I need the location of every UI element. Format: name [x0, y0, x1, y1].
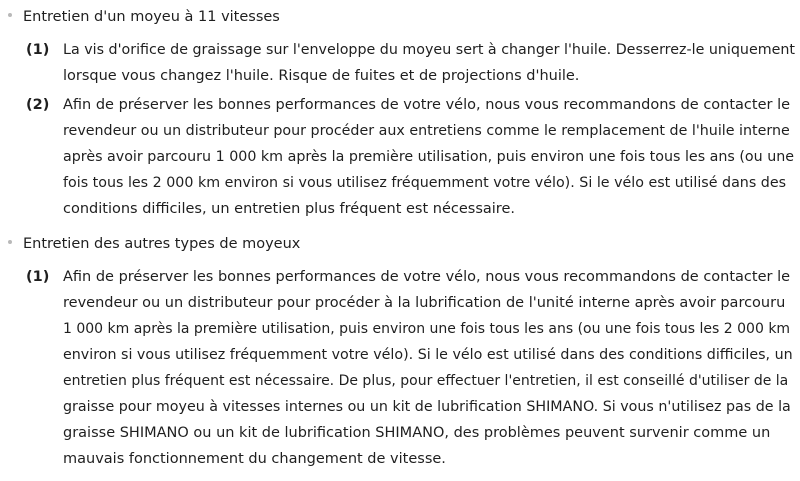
text-line: revendeur ou un distributeur pour procéder à la lubrification de l'unité interne après avoir parcouru: [63, 295, 786, 311]
text-line: revendeur ou un distributeur pour procéder aux entretiens comme le remplacement de l'huile interne: [63, 123, 790, 139]
text-line: 1 000 km après la première utilisation, puis environ une fois tous les ans (ou une fois tous les 2 000 km: [63, 321, 791, 337]
text-line: entretien plus fréquent est nécessaire. De plus, pour effectuer l'entretien, il est conseillé d'utiliser de la: [63, 373, 789, 389]
text-line: lorsque vous changez l'huile. Risque de fuites et de projections d'huile.: [63, 68, 580, 84]
text-line: mauvais fonctionnement du changement de vitesse.: [63, 451, 446, 467]
item-text: [63, 37, 796, 89]
text-line: graisse pour moyeu à vitesses internes ou un kit de lubrification SHIMANO. Si vous n'utilisez pas de la: [63, 399, 791, 415]
text-line: graisse SHIMANO ou un kit de lubrification SHIMANO, des problèmes peuvent survenir comme un: [63, 425, 771, 441]
item-text: [63, 264, 796, 472]
section-heading-11-speed-hub: [8, 8, 280, 26]
text-line: environ si vous utilisez fréquemment votre vélo). Si le vélo est utilisé dans des conditions difficiles, un: [63, 347, 793, 363]
bullet-icon: [8, 13, 12, 17]
text-line: conditions difficiles, un entretien plus fréquent est nécessaire.: [63, 201, 515, 217]
text-line: Afin de préserver les bonnes performances de votre vélo, nous vous recommandons de contacter le: [63, 97, 791, 113]
text-line: Afin de préserver les bonnes performances de votre vélo, nous vous recommandons de contacter le: [63, 269, 791, 285]
section-heading-text: Entretien d'un moyeu à 11 vitesses: [23, 9, 280, 25]
item-text: [63, 92, 796, 222]
section-heading-text: Entretien des autres types de moyeux: [23, 236, 301, 252]
item-number: (1): [26, 269, 50, 285]
text-line: après avoir parcouru 1 000 km après la première utilisation, puis environ une fois tous les ans (ou une: [63, 149, 795, 165]
text-line: La vis d'orifice de graissage sur l'enveloppe du moyeu sert à changer l'huile. Desserrez-le uniquement: [63, 42, 795, 58]
section-heading-other-hubs: [8, 235, 300, 253]
item-number: (1): [26, 42, 50, 58]
bullet-icon: [8, 240, 12, 244]
item-number: (2): [26, 97, 50, 113]
text-line: fois tous les 2 000 km environ si vous utilisez fréquemment votre vélo). Si le vélo est utilisé dans des: [63, 175, 787, 191]
